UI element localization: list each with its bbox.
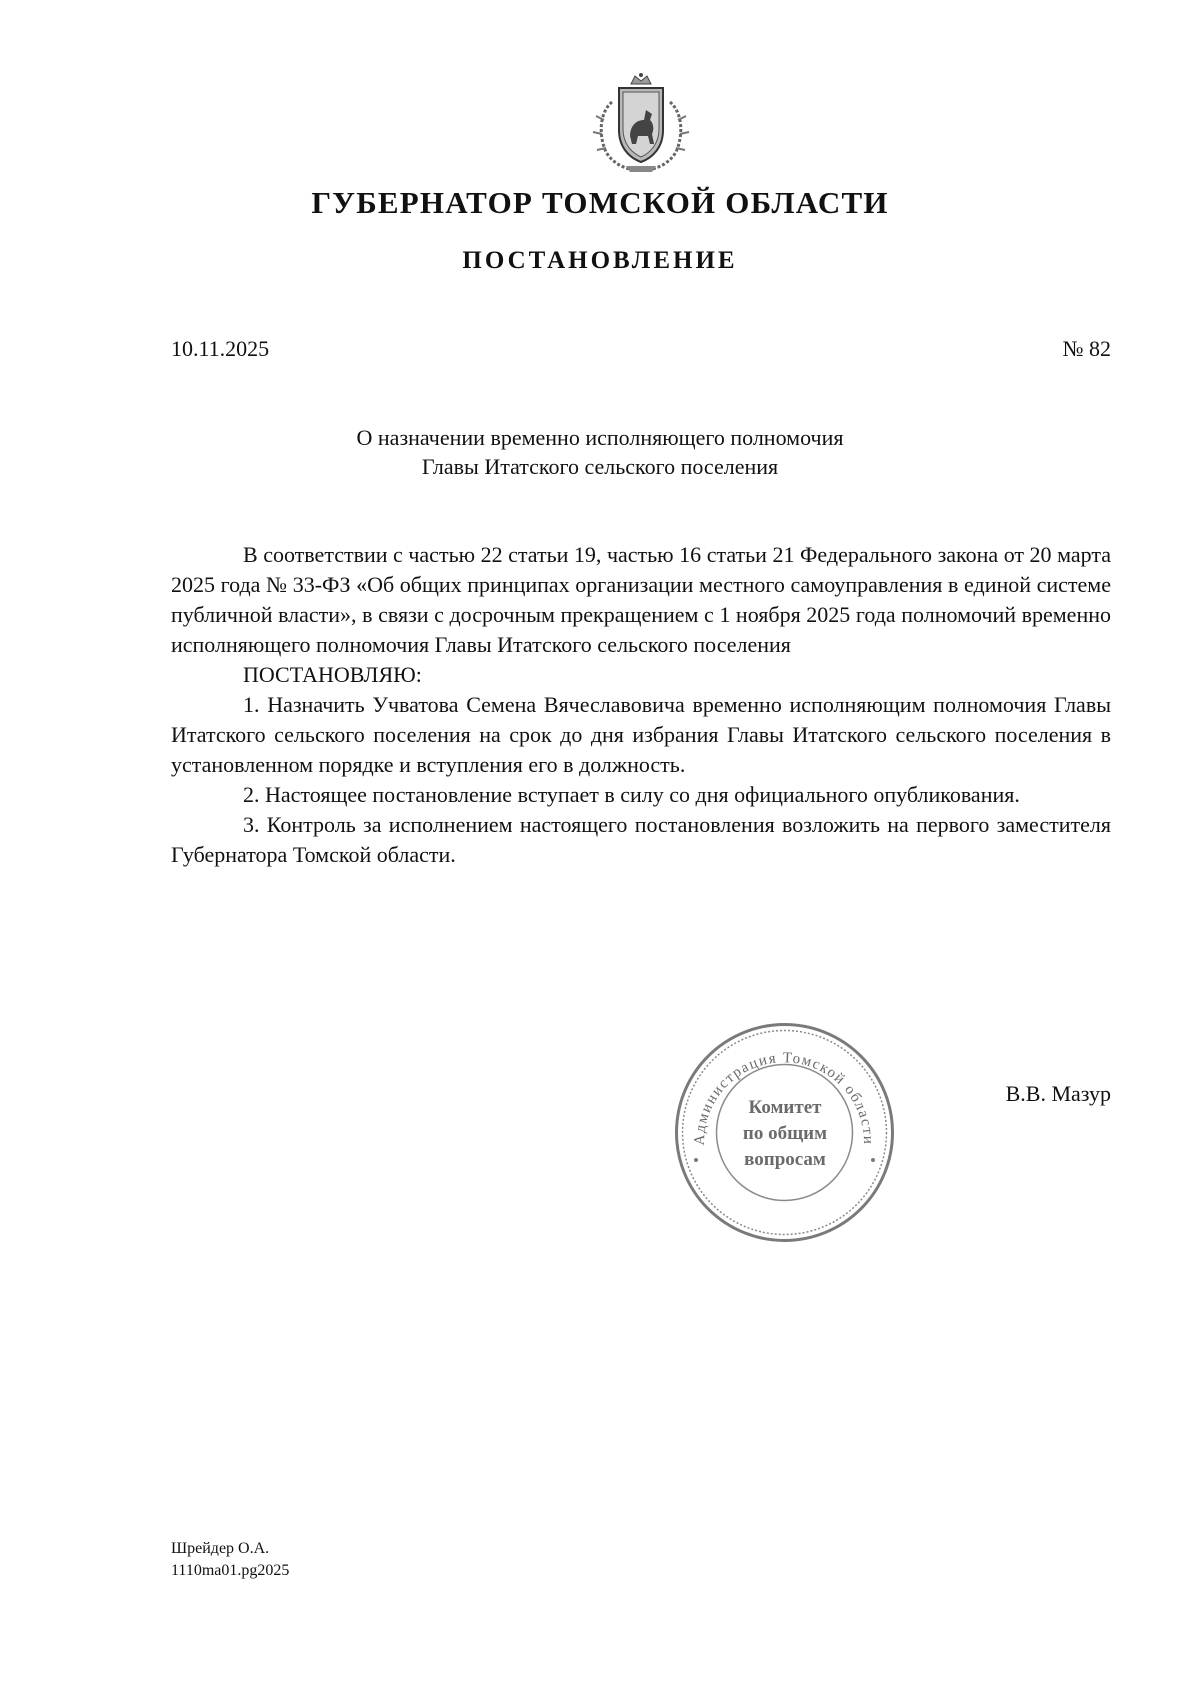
stamp-ring-text: Администрация Томской области [691,1050,877,1146]
stamp-line-3: вопросам [744,1149,826,1170]
document-subject [0,423,1200,481]
subject-line-1: О назначении временно исполняющего полномочия [356,425,844,450]
resolve-heading: ПОСТАНОВЛЯЮ: [243,662,422,687]
stamp-center-text [700,1095,870,1173]
stamp-line-2: по общим [742,1123,828,1144]
clause-1: 1. Назначить Учватова Семена Вячеславовича временно исполняющим полномочия Главы Итатского сельского поселения на срок до дня избрания Главы Итатского сельского поселения в установленном порядке и вступления его в должность. [171,692,1111,777]
preamble-paragraph: В соответствии с частью 22 статьи 19, частью 16 статьи 21 Федерального закона от 20 марта 2025 года № 33-ФЗ «Об общих принципах организации местного самоуправления в единой системе публичной власти», в связи с досрочным прекращением с 1 ноября 2025 года полномочий временно исполняющего полномочия Главы Итатского сельского поселения [171,542,1111,657]
clause-3: 3. Контроль за исполнением настоящего постановления возложить на первого заместителя Губернатора Томской области. [171,812,1111,867]
coat-of-arms-icon [582,72,700,176]
document-body [171,540,1111,870]
document-type: ПОСТАНОВЛЕНИЕ [462,247,738,274]
clause-2: 2. Настоящее постановление вступает в силу со дня официального опубликования. [243,782,1020,807]
subject-line-2: Главы Итатского сельского поселения [421,454,779,479]
signer-name: В.В. Мазур [1005,1081,1111,1106]
stamp-line-1: Комитет [748,1097,822,1118]
document-number: № 82 [1062,336,1111,361]
org-title: ГУБЕРНАТОР ТОМСКОЙ ОБЛАСТИ [311,185,889,220]
footer-reference [171,1538,289,1582]
footer-author: Шрейдер О.А. [171,1540,270,1557]
document-date: 10.11.2025 [171,336,270,361]
footer-file-ref: 1110ma01.pg2025 [171,1562,290,1579]
